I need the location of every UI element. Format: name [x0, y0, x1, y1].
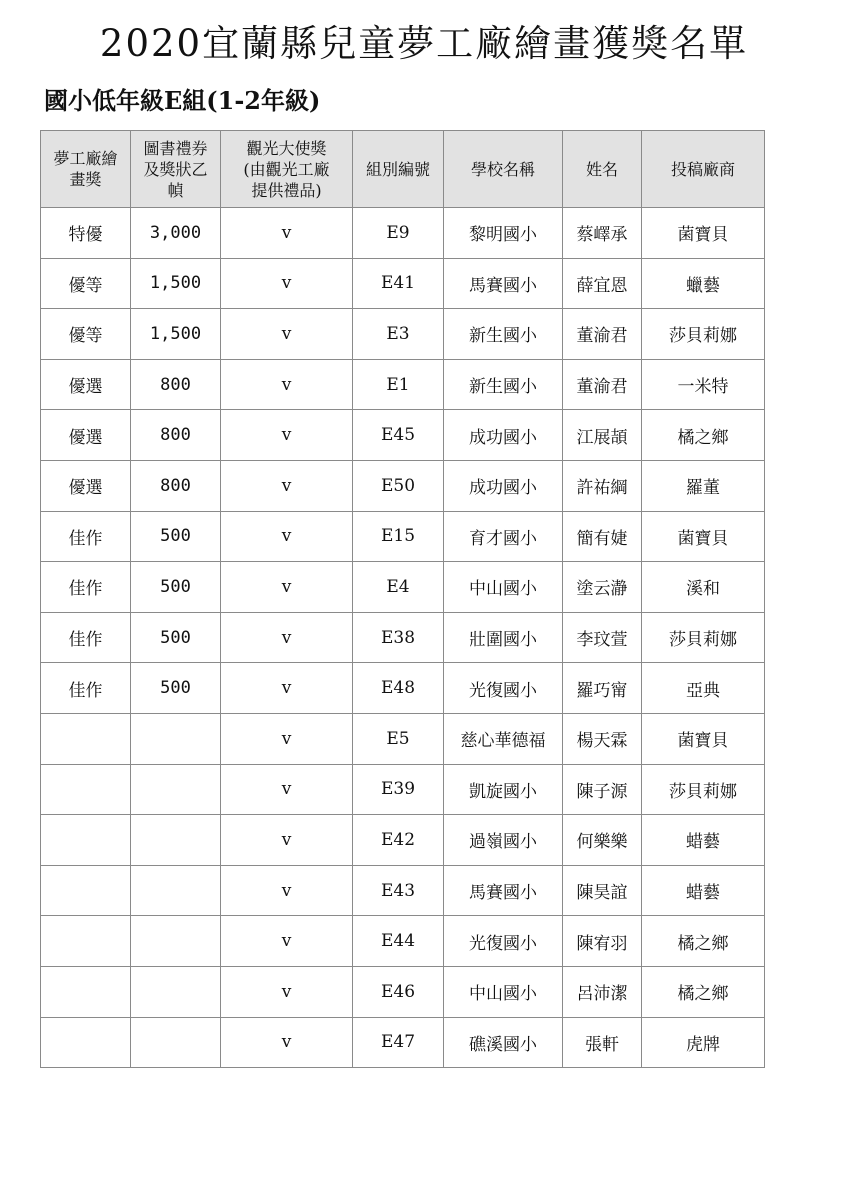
table-row: [41, 916, 765, 967]
cell-school: 育才國小: [444, 511, 563, 562]
cell-voucher: [131, 966, 221, 1017]
cell-name: 呂沛潔: [563, 966, 642, 1017]
cell-voucher: 800: [131, 410, 221, 461]
cell-school: 光復國小: [444, 916, 563, 967]
table-row: [41, 258, 765, 309]
cell-group-no: E15: [353, 511, 444, 562]
cell-ambassador: v: [221, 865, 353, 916]
cell-vendor: 橘之鄉: [642, 966, 765, 1017]
cell-vendor: 莎貝莉娜: [642, 309, 765, 360]
cell-school: 中山國小: [444, 966, 563, 1017]
cell-voucher: 500: [131, 612, 221, 663]
table-row: [41, 865, 765, 916]
cell-vendor: 莎貝莉娜: [642, 612, 765, 663]
cell-name: 陳子源: [563, 764, 642, 815]
cell-award: 優等: [41, 258, 131, 309]
cell-group-no: E42: [353, 815, 444, 866]
table-row: [41, 815, 765, 866]
cell-school: 成功國小: [444, 460, 563, 511]
cell-voucher: 1,500: [131, 309, 221, 360]
cell-name: 董渝君: [563, 309, 642, 360]
cell-name: 何樂樂: [563, 815, 642, 866]
cell-vendor: 菌寶貝: [642, 511, 765, 562]
cell-award: 佳作: [41, 612, 131, 663]
cell-school: 凱旋國小: [444, 764, 563, 815]
cell-name: 塗云瀞: [563, 562, 642, 613]
cell-school: 新生國小: [444, 309, 563, 360]
header-award-line: 畫獎: [69, 170, 102, 189]
cell-vendor: 虎牌: [642, 1017, 765, 1068]
cell-school: 黎明國小: [444, 208, 563, 259]
cell-award: 特優: [41, 208, 131, 259]
table-row: [41, 1017, 765, 1068]
cell-ambassador: v: [221, 511, 353, 562]
cell-group-no: E1: [353, 359, 444, 410]
header-voucher: [131, 131, 221, 208]
cell-name: 許祐綱: [563, 460, 642, 511]
cell-ambassador: v: [221, 309, 353, 360]
table-row: [41, 410, 765, 461]
table-row: [41, 309, 765, 360]
cell-voucher: 500: [131, 511, 221, 562]
cell-ambassador: v: [221, 612, 353, 663]
cell-group-no: E50: [353, 460, 444, 511]
cell-group-no: E38: [353, 612, 444, 663]
cell-voucher: 800: [131, 359, 221, 410]
cell-group-no: E9: [353, 208, 444, 259]
cell-group-no: E4: [353, 562, 444, 613]
cell-name: 楊天霖: [563, 713, 642, 764]
cell-ambassador: v: [221, 258, 353, 309]
cell-group-no: E41: [353, 258, 444, 309]
cell-vendor: 溪和: [642, 562, 765, 613]
cell-voucher: 500: [131, 663, 221, 714]
cell-award: 優選: [41, 359, 131, 410]
cell-ambassador: v: [221, 562, 353, 613]
header-school: 學校名稱: [444, 131, 563, 208]
cell-award: 佳作: [41, 663, 131, 714]
header-voucher-line: 幀: [167, 180, 184, 200]
cell-name: 江展頡: [563, 410, 642, 461]
cell-voucher: [131, 1017, 221, 1068]
table-header-row: [41, 131, 765, 208]
cell-group-no: E44: [353, 916, 444, 967]
header-vendor: 投稿廠商: [642, 131, 765, 208]
cell-school: 壯圍國小: [444, 612, 563, 663]
cell-voucher: 3,000: [131, 208, 221, 259]
cell-vendor: 莎貝莉娜: [642, 764, 765, 815]
cell-ambassador: v: [221, 460, 353, 511]
cell-award: [41, 865, 131, 916]
cell-group-no: E45: [353, 410, 444, 461]
cell-name: 陳昊誼: [563, 865, 642, 916]
cell-ambassador: v: [221, 713, 353, 764]
cell-name: 張軒: [563, 1017, 642, 1068]
cell-school: 成功國小: [444, 410, 563, 461]
cell-ambassador: v: [221, 764, 353, 815]
cell-award: [41, 764, 131, 815]
cell-school: 馬賽國小: [444, 258, 563, 309]
table-row: [41, 359, 765, 410]
cell-school: 中山國小: [444, 562, 563, 613]
cell-voucher: [131, 916, 221, 967]
table-row: [41, 511, 765, 562]
cell-vendor: 橘之鄉: [642, 916, 765, 967]
cell-name: 董渝君: [563, 359, 642, 410]
cell-vendor: 一米特: [642, 359, 765, 410]
cell-school: 過嶺國小: [444, 815, 563, 866]
group-subtitle: 國小低年級E組(1-2年級): [44, 86, 321, 115]
cell-voucher: [131, 764, 221, 815]
cell-award: [41, 1017, 131, 1068]
header-ambassador-line: 提供禮品): [251, 180, 322, 200]
cell-school: 光復國小: [444, 663, 563, 714]
header-award: [41, 131, 131, 208]
cell-vendor: 蜡藝: [642, 865, 765, 916]
cell-group-no: E47: [353, 1017, 444, 1068]
cell-voucher: [131, 865, 221, 916]
cell-award: [41, 815, 131, 866]
cell-school: 慈心華德福: [444, 713, 563, 764]
header-group-no: 組別編號: [353, 131, 444, 208]
cell-group-no: E48: [353, 663, 444, 714]
table-row: [41, 562, 765, 613]
table-row: [41, 713, 765, 764]
cell-name: 陳宥羽: [563, 916, 642, 967]
cell-ambassador: v: [221, 815, 353, 866]
cell-award: 優選: [41, 460, 131, 511]
cell-school: 馬賽國小: [444, 865, 563, 916]
table-row: [41, 612, 765, 663]
cell-name: 羅巧甯: [563, 663, 642, 714]
cell-school: 礁溪國小: [444, 1017, 563, 1068]
cell-award: 優等: [41, 309, 131, 360]
cell-group-no: E43: [353, 865, 444, 916]
cell-award: [41, 713, 131, 764]
cell-group-no: E3: [353, 309, 444, 360]
header-voucher-line: 及獎狀乙: [143, 159, 208, 179]
cell-voucher: [131, 815, 221, 866]
cell-award: [41, 966, 131, 1017]
cell-voucher: 1,500: [131, 258, 221, 309]
table-row: [41, 663, 765, 714]
header-award-line: 夢工廠繪: [53, 149, 118, 168]
cell-vendor: 菌寶貝: [642, 713, 765, 764]
cell-vendor: 羅董: [642, 460, 765, 511]
table-row: [41, 208, 765, 259]
cell-group-no: E5: [353, 713, 444, 764]
cell-group-no: E46: [353, 966, 444, 1017]
cell-name: 李玟萱: [563, 612, 642, 663]
cell-award: 佳作: [41, 511, 131, 562]
cell-award: 優選: [41, 410, 131, 461]
table-row: [41, 966, 765, 1017]
cell-award: [41, 916, 131, 967]
cell-vendor: 橘之鄉: [642, 410, 765, 461]
cell-ambassador: v: [221, 359, 353, 410]
award-table: [40, 130, 765, 1068]
cell-ambassador: v: [221, 663, 353, 714]
header-name: 姓名: [563, 131, 642, 208]
cell-voucher: 800: [131, 460, 221, 511]
cell-voucher: [131, 713, 221, 764]
cell-group-no: E39: [353, 764, 444, 815]
cell-ambassador: v: [221, 208, 353, 259]
table-row: [41, 764, 765, 815]
cell-voucher: 500: [131, 562, 221, 613]
cell-award: 佳作: [41, 562, 131, 613]
page-title: 2020宜蘭縣兒童夢工廠繪畫獲獎名單: [99, 22, 749, 65]
header-ambassador-line: 觀光大使獎: [246, 138, 327, 158]
cell-name: 簡有婕: [563, 511, 642, 562]
award-rows: [41, 208, 765, 1068]
cell-ambassador: v: [221, 966, 353, 1017]
cell-school: 新生國小: [444, 359, 563, 410]
table-row: [41, 460, 765, 511]
cell-vendor: 蠟藝: [642, 258, 765, 309]
cell-vendor: 菌寶貝: [642, 208, 765, 259]
cell-name: 薛宜恩: [563, 258, 642, 309]
cell-name: 蔡嶧承: [563, 208, 642, 259]
cell-ambassador: v: [221, 410, 353, 461]
header-ambassador-line: (由觀光工廠: [243, 159, 330, 179]
header-voucher-line: 圖書禮券: [143, 138, 208, 158]
header-ambassador: [221, 131, 353, 208]
cell-vendor: 亞典: [642, 663, 765, 714]
cell-ambassador: v: [221, 1017, 353, 1068]
cell-vendor: 蜡藝: [642, 815, 765, 866]
cell-ambassador: v: [221, 916, 353, 967]
